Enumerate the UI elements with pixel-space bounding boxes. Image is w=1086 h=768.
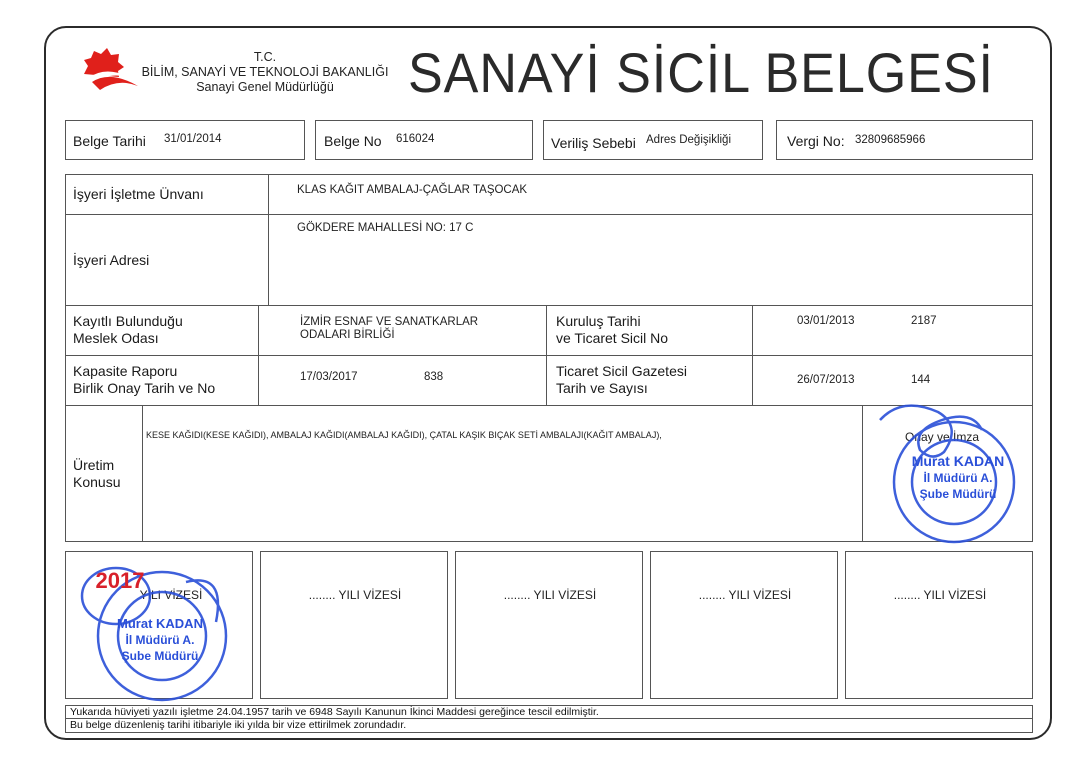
unvan-label: İşyeri İşletme Ünvanı <box>73 186 204 202</box>
directorate-name: Sanayi Genel Müdürlüğü <box>196 80 334 94</box>
oda-value-line2: ODALARI BİRLİĞİ <box>300 329 395 341</box>
unvan-value: KLAS KAĞIT AMBALAJ-ÇAĞLAR TAŞOCAK <box>297 184 528 196</box>
divider <box>65 214 1033 215</box>
belge-tarihi-box <box>65 120 305 160</box>
belge-no-box <box>315 120 533 160</box>
kurulus-date: 03/01/2013 <box>797 315 855 327</box>
kapasite-label-line1: Kapasite Raporu <box>73 363 178 379</box>
visa-stamp-title-1: İl Müdürü A. <box>125 633 195 647</box>
kapasite-no: 838 <box>424 371 444 383</box>
divider <box>268 174 269 306</box>
verilis-sebebi-value: Adres Değişikliği <box>646 134 732 146</box>
belge-tarihi-label: Belge Tarihi <box>73 133 146 149</box>
kapasite-date: 17/03/2017 <box>300 371 358 383</box>
divider <box>862 405 863 542</box>
kurulus-no: 2187 <box>911 315 937 327</box>
visa-label-5: ........ YILI VİZESİ <box>893 588 987 602</box>
visa-stamp-year: 2017 <box>95 568 145 593</box>
adres-value: GÖKDERE MAHALLESİ NO: 17 C <box>297 222 474 234</box>
gazete-label-line2: Tarih ve Sayısı <box>556 380 648 396</box>
vergi-no-label: Vergi No: <box>787 133 845 149</box>
gazete-label-line1: Ticaret Sicil Gazetesi <box>556 363 687 379</box>
gazete-no: 144 <box>911 374 931 386</box>
footer-line-2: Bu belge düzenleniş tarihi itibariyle iki yılda bir vize ettirilmek zorundadır. <box>70 719 407 731</box>
verilis-sebebi-box <box>543 120 763 160</box>
onay-imza-label: Onay ve İmza <box>905 430 980 444</box>
visa-box-4 <box>650 551 838 699</box>
visa-label-1: YILI VİZESİ <box>139 588 203 602</box>
vergi-no-box <box>776 120 1033 160</box>
visa-stamp <box>76 562 242 704</box>
visa-box-2 <box>260 551 448 699</box>
uretim-label-line1: Üretim <box>73 457 115 473</box>
belge-no-value: 616024 <box>396 133 435 145</box>
ministry-header <box>120 50 410 95</box>
visa-stamp-title-2: Şube Müdürü <box>121 649 199 663</box>
divider <box>258 305 259 405</box>
kapasite-label-line2: Birlik Onay Tarih ve No <box>73 380 216 396</box>
adres-label: İşyeri Adresi <box>73 252 150 268</box>
visa-stamp-name: Murat KADAN <box>117 616 203 631</box>
belge-no-label: Belge No <box>324 133 382 149</box>
uretim-value: KESE KAĞIDI(KESE KAĞIDI), AMBALAJ KAĞIDI(AMBALAJ KAĞIDI), ÇATAL KAŞIK BIÇAK SETİ AMBALAJI(KAĞIT AMBALAJ), <box>146 430 662 440</box>
kurulus-label-line2: ve Ticaret Sicil No <box>556 330 669 346</box>
divider <box>65 305 1033 306</box>
approval-stamp <box>872 400 1030 550</box>
visa-label-2: ........ YILI VİZESİ <box>308 588 402 602</box>
divider <box>546 305 547 405</box>
uretim-label-line2: Konusu <box>73 474 121 490</box>
visa-box-5 <box>845 551 1033 699</box>
oda-label-line2: Meslek Odası <box>73 330 159 346</box>
stamp-title-1: İl Müdürü A. <box>923 471 993 485</box>
tc-label: T.C. <box>253 50 277 64</box>
ministry-name: BİLİM, SANAYİ VE TEKNOLOJİ BAKANLIĞI <box>141 65 389 79</box>
visa-label-3: ........ YILI VİZESİ <box>503 588 597 602</box>
stamp-name: Murat KADAN <box>911 453 1005 469</box>
visa-box-3 <box>455 551 643 699</box>
belge-tarihi-value: 31/01/2014 <box>164 133 222 145</box>
oda-label-line1: Kayıtlı Bulunduğu <box>73 313 183 329</box>
visa-label-4: ........ YILI VİZESİ <box>698 588 792 602</box>
footer-line-1: Yukarıda hüviyeti yazılı işletme 24.04.1957 tarih ve 6948 Sayılı Kanunun İkinci Maddesi gereğince tescil edilmiştir. <box>70 706 599 718</box>
document-title: SANAYİ SİCİL BELGESİ <box>408 41 994 104</box>
vergi-no-value: 32809685966 <box>855 134 926 146</box>
divider <box>65 355 1033 356</box>
divider <box>142 405 143 542</box>
kurulus-label-line1: Kuruluş Tarihi <box>556 313 641 329</box>
divider <box>752 305 753 405</box>
stamp-title-2: Şube Müdürü <box>919 487 997 501</box>
gazete-date: 26/07/2013 <box>797 374 855 386</box>
oda-value-line1: İZMİR ESNAF VE SANATKARLAR <box>300 316 479 328</box>
verilis-sebebi-label: Veriliş Sebebi <box>551 135 636 151</box>
